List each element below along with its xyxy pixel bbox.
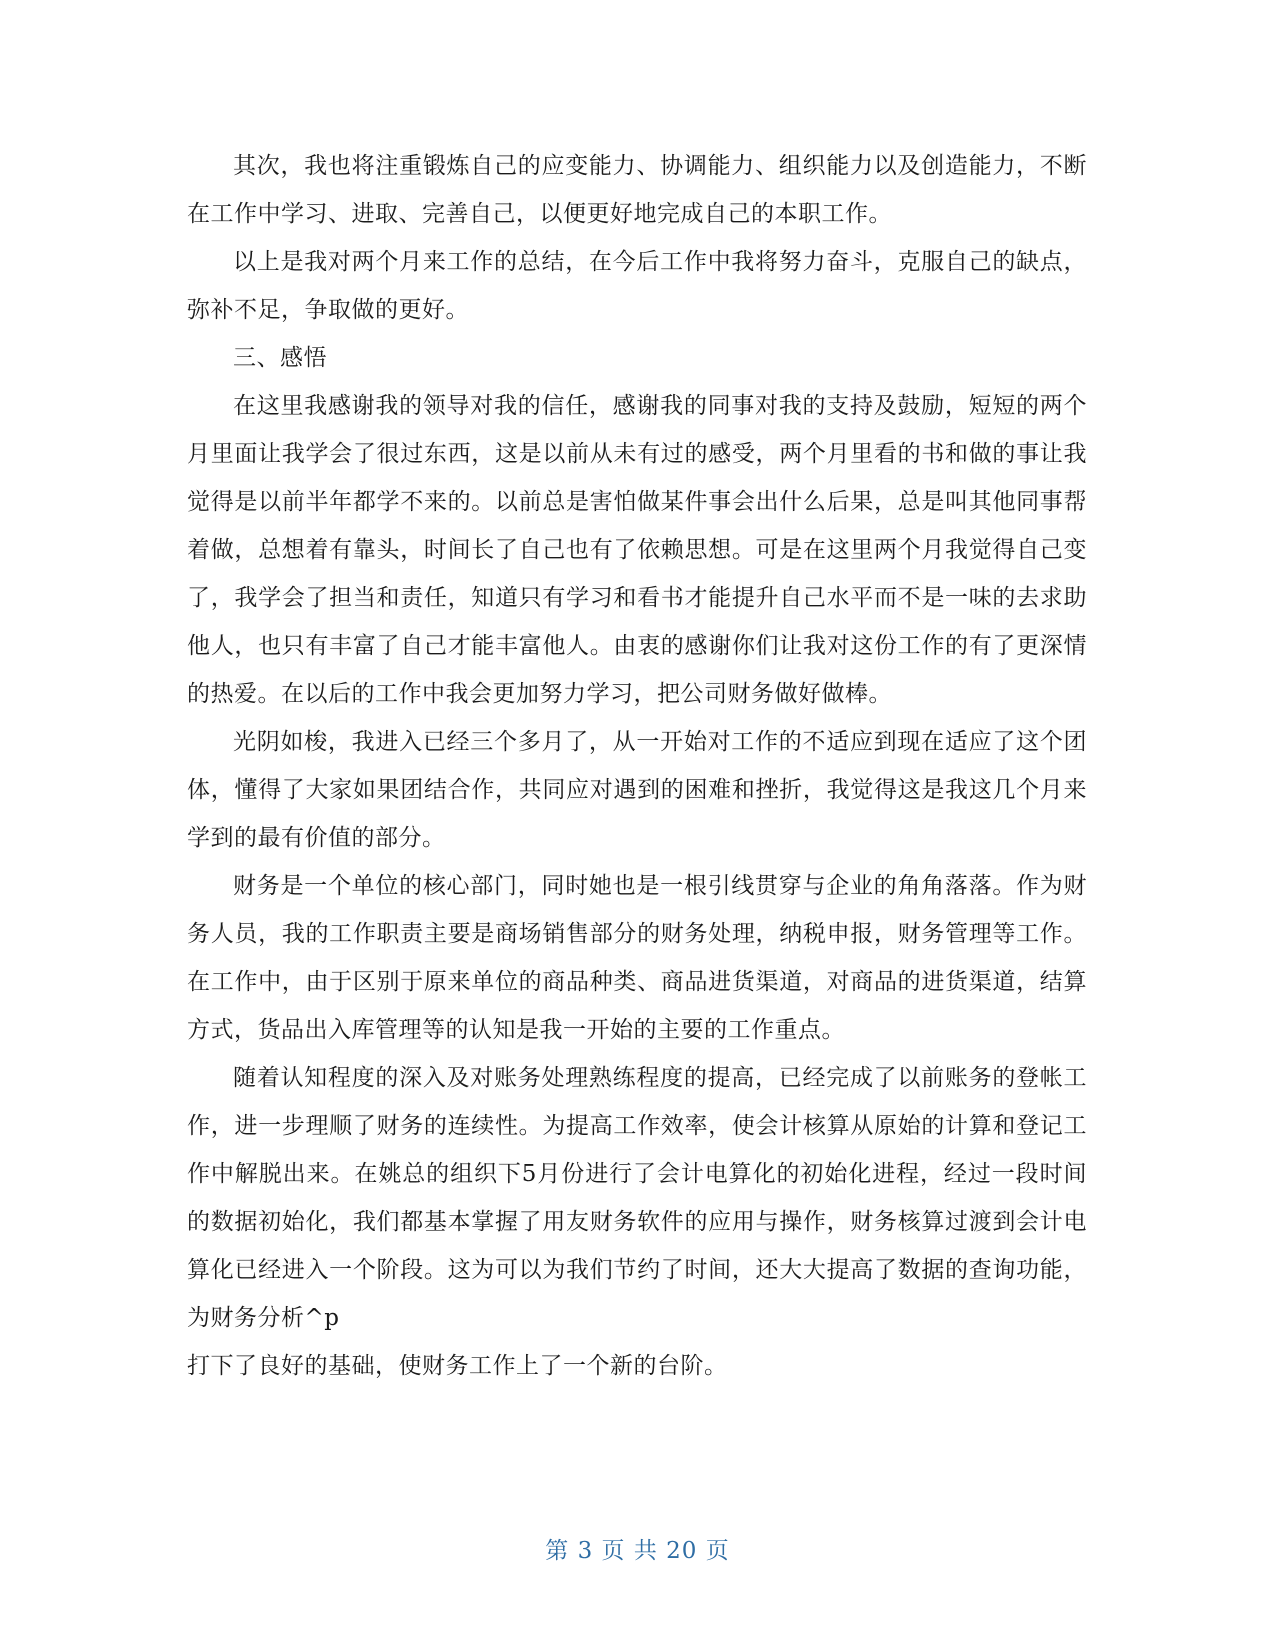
paragraph-finance-role: 财务是一个单位的核心部门，同时她也是一根引线贯穿与企业的角角落落。作为财务人员，我的工作职责主要是商场销售部分的财务处理，纳税申报，财务管理等工作。在工作中，由于区别于原来单位的商品种类、商品进货渠道，对商品的进货渠道，结算方式，货品出入库管理等的认知是我一开始的主要的工作重点。 bbox=[187, 873, 1087, 1043]
section-heading-insights: 三、感悟 bbox=[233, 345, 327, 371]
document-body bbox=[187, 142, 1087, 1390]
paragraph-skills: 其次，我也将注重锻炼自己的应变能力、协调能力、组织能力以及创造能力，不断在工作中学习、进取、完善自己，以便更好地完成自己的本职工作。 bbox=[187, 153, 1087, 227]
paragraph-continuation: 打下了良好的基础，使财务工作上了一个新的台阶。 bbox=[187, 1353, 728, 1379]
paragraph-time-flies: 光阴如梭，我进入已经三个多月了，从一开始对工作的不适应到现在适应了这个团体，懂得了大家如果团结合作，共同应对遇到的困难和挫折，我觉得这是我这几个月来学到的最有价值的部分。 bbox=[187, 729, 1087, 851]
paragraph-summary: 以上是我对两个月来工作的总结，在今后工作中我将努力奋斗，克服自己的缺点，弥补不足，争取做的更好。 bbox=[187, 249, 1087, 323]
page-number-footer: 第 3 页 共 20 页 bbox=[545, 1538, 730, 1564]
paragraph-computerization: 随着认知程度的深入及对账务处理熟练程度的提高，已经完成了以前账务的登帐工作，进一步理顺了财务的连续性。为提高工作效率，使会计核算从原始的计算和登记工作中解脱出来。在姚总的组织下5月份进行了会计电算化的初始化进程，经过一段时间的数据初始化，我们都基本掌握了用友财务软件的应用与操作，财务核算过渡到会计电算化已经进入一个阶段。这为可以为我们节约了时间，还大大提高了数据的查询功能，为财务分析^p bbox=[187, 1065, 1087, 1331]
paragraph-gratitude: 在这里我感谢我的领导对我的信任，感谢我的同事对我的支持及鼓励，短短的两个月里面让我学会了很过东西，这是以前从未有过的感受，两个月里看的书和做的事让我觉得是以前半年都学不来的。以前总是害怕做某件事会出什么后果，总是叫其他同事帮着做，总想着有靠头，时间长了自己也有了依赖思想。可是在这里两个月我觉得自己变了，我学会了担当和责任，知道只有学习和看书才能提升自己水平而不是一味的去求助他人，也只有丰富了自己才能丰富他人。由衷的感谢你们让我对这份工作的有了更深情的热爱。在以后的工作中我会更加努力学习，把公司财务做好做棒。 bbox=[187, 393, 1087, 707]
